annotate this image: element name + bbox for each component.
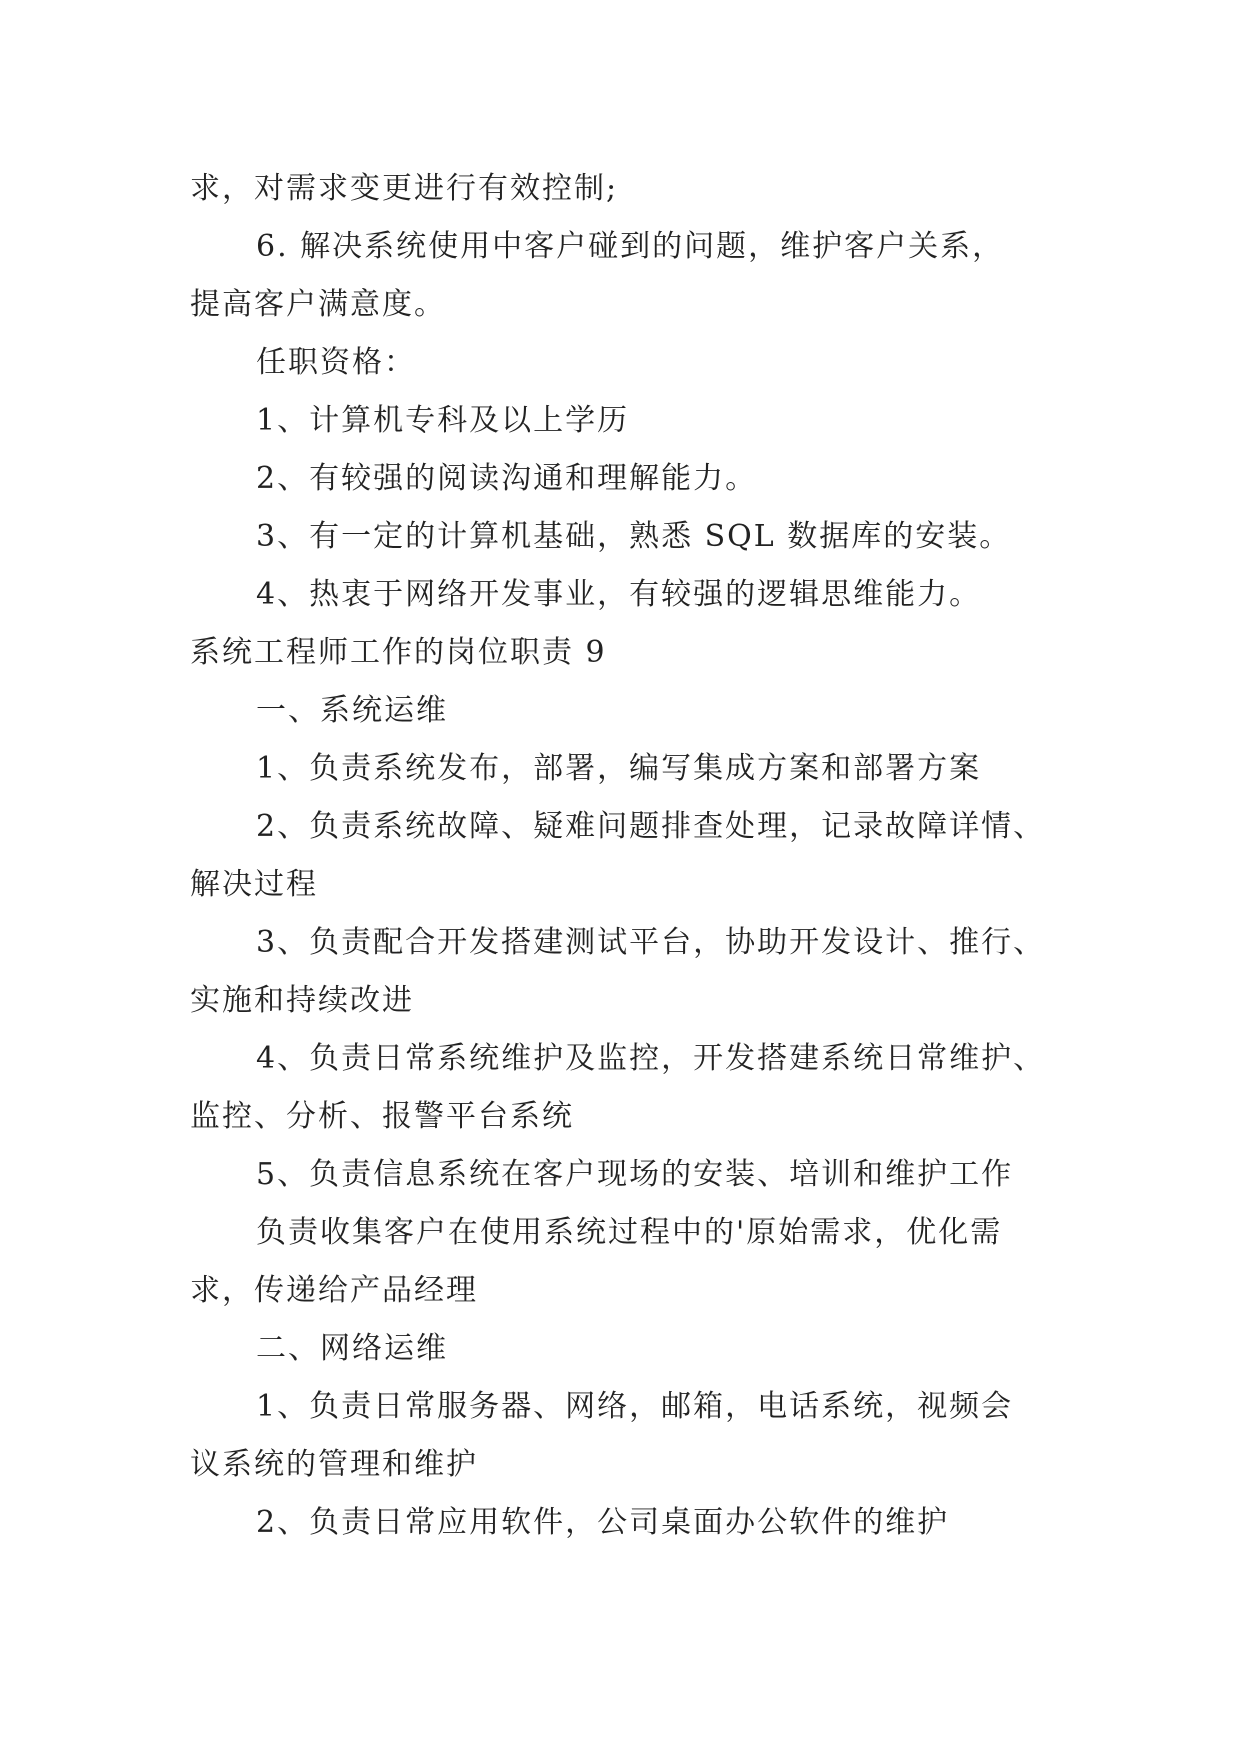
list-item: 1、负责日常服务器、网络，邮箱，电话系统，视频会 <box>256 1389 1014 1424</box>
text-line: 议系统的管理和维护 <box>190 1447 478 1482</box>
list-item: 1、负责系统发布，部署，编写集成方案和部署方案 <box>256 751 982 786</box>
list-item: 3、有一定的计算机基础，熟悉 SQL 数据库的安装。 <box>256 519 1012 554</box>
list-item: 3、负责配合开发搭建测试平台，协助开发设计、推行、 <box>256 925 1046 960</box>
list-item: 4、热衷于网络开发事业，有较强的逻辑思维能力。 <box>256 577 982 612</box>
text-line: 监控、分析、报警平台系统 <box>190 1099 574 1134</box>
list-item: 5、负责信息系统在客户现场的安装、培训和维护工作 <box>256 1157 1014 1192</box>
list-item: 4、负责日常系统维护及监控，开发搭建系统日常维护、 <box>256 1041 1046 1076</box>
list-item: 1、计算机专科及以上学历 <box>256 403 630 438</box>
list-item: 2、有较强的阅读沟通和理解能力。 <box>256 461 758 496</box>
document-body <box>190 160 1070 1552</box>
subheading: 任职资格： <box>256 345 416 380</box>
text-line: 负责收集客户在使用系统过程中的'原始需求，优化需 <box>256 1215 1003 1250</box>
text-line: 解决过程 <box>190 867 318 902</box>
section-title: 系统工程师工作的岗位职责 9 <box>190 635 607 670</box>
list-item: 2、负责日常应用软件，公司桌面办公软件的维护 <box>256 1505 950 1540</box>
subheading: 一、系统运维 <box>256 693 448 728</box>
list-item: 6. 解决系统使用中客户碰到的问题，维护客户关系， <box>256 229 1005 264</box>
text-line: 实施和持续改进 <box>190 983 414 1018</box>
text-line: 求，传递给产品经理 <box>190 1273 478 1308</box>
subheading: 二、网络运维 <box>256 1331 448 1366</box>
text-line: 求，对需求变更进行有效控制; <box>190 171 619 206</box>
list-item: 2、负责系统故障、疑难问题排查处理，记录故障详情、 <box>256 809 1046 844</box>
text-line: 提高客户满意度。 <box>190 287 446 322</box>
